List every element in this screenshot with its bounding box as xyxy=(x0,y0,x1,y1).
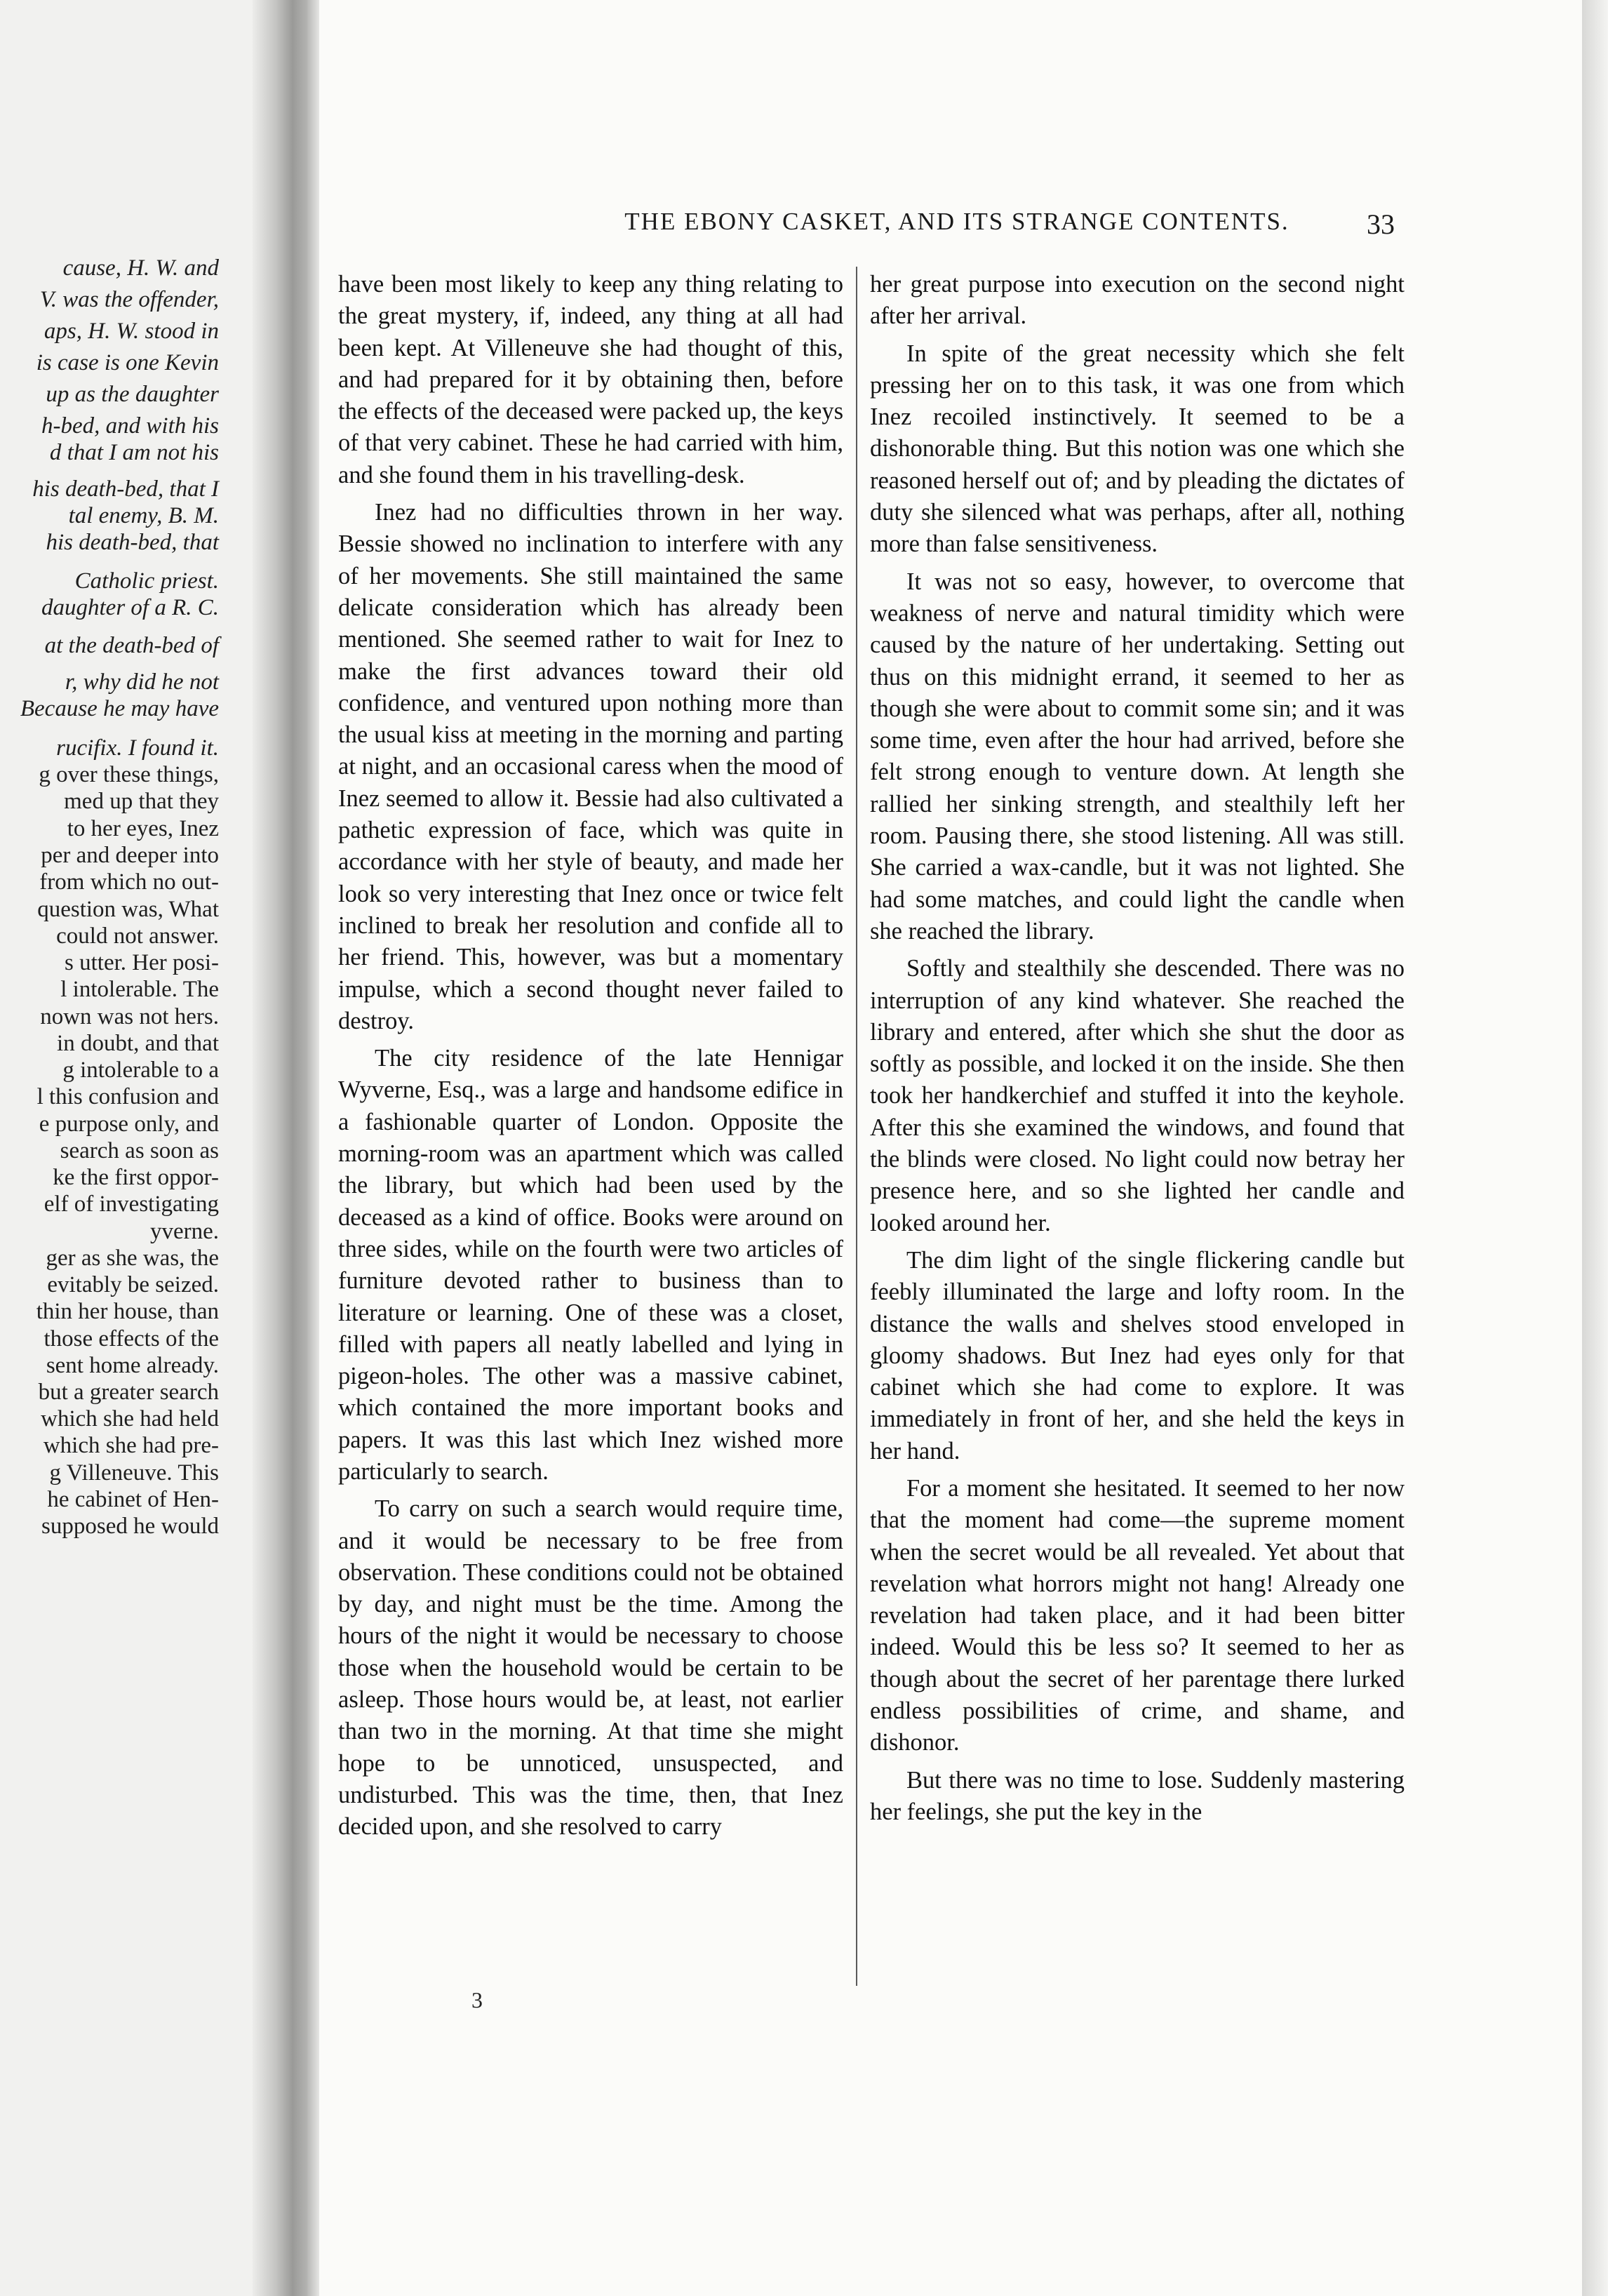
previous-page-line: per and deeper into xyxy=(41,843,219,868)
paragraph: have been most likely to keep any thing relating to the great mystery, if, indeed, any thing at all had been kept. At Villeneuve she had thought of this, and had prepared for it by obtaining then, before the effects of the deceased were packed up, the keys of that very cabinet. These he had carried with him, and she found them in his travelling-desk. xyxy=(338,271,843,488)
previous-page-line: which she had pre- xyxy=(43,1433,219,1458)
previous-page-line: V. was the offender, xyxy=(39,287,219,312)
previous-page-line: he cabinet of Hen- xyxy=(47,1487,219,1512)
paragraph: To carry on such a search would require time, and it would be necessary to be free from observation. These conditions could not be obtained by day, and night must be the time. Among the hours of the night it would be necessary to choose those when the household would be certain to be asleep. Those hours would be, at least, not earlier than two in the morning. At that time she might hope to be unnoticed, unsuspected, and undisturbed. This was the time, then, that Inez decided upon, and she resolved to carry xyxy=(338,1495,843,1841)
previous-page-line: evitably be seized. xyxy=(47,1272,219,1297)
previous-page-line: from which no out- xyxy=(39,869,219,895)
paragraph: In spite of the great necessity which she felt pressing her on to this task, it was one from which Inez recoiled instinctively. It seemed to be a dishonorable thing. But this notion was one which she reasoned herself out of; and by pleading the dictates of duty she silenced what was perhaps, after all, nothing more than false sensitiveness. xyxy=(870,340,1405,558)
previous-page-line: cause, H. W. and xyxy=(62,255,219,281)
previous-page-line: e purpose only, and xyxy=(39,1112,219,1137)
previous-page-line: h-bed, and with his xyxy=(41,413,219,439)
column-divider xyxy=(856,267,857,1986)
previous-page-line: l this confusion and xyxy=(36,1084,219,1109)
previous-page-line: g over these things, xyxy=(39,762,219,787)
paragraph: For a moment she hesitated. It seemed to her now that the moment had come—the supreme moment when the secret would be all revealed. Yet about that revelation what horrors might not hang! Already one revelation had taken place, and it had been bitter indeed. Would this be less so? It seemed to her as though about the secret of her parentage there lurked endless possibilities of crime, and shame, and dishonor. xyxy=(870,1474,1405,1756)
previous-page-line: r, why did he not xyxy=(65,669,219,695)
previous-page-line: nown was not hers. xyxy=(40,1004,219,1029)
page-edge xyxy=(1582,0,1608,2296)
previous-page-line: elf of investigating xyxy=(43,1192,219,1217)
paragraph: Inez had no difficulties thrown in her way. Bessie showed no inclination to interfere with any of her movements. She still maintained the same delicate consideration which has already been mentioned. She seemed rather to wait for Inez to make the first advances toward their old confidence, and ventured upon nothing more than the usual kiss at meeting in the morning and parting at night, and an occasional caress when the mood of Inez seemed to allow it. Bessie had also cultivated a pathetic expression of face, which was quite in accordance with her style of beauty, and made her look so very interesting that Inez once or twice felt inclined to break her resolution and confide all to her friend. This, however, was but a momentary impulse, which a second thought never failed to destroy. xyxy=(338,499,843,1034)
previous-page-line: rucifix. I found it. xyxy=(56,735,219,761)
previous-page-line: could not answer. xyxy=(56,923,219,949)
page-number: 33 xyxy=(1367,208,1395,240)
previous-page-line: d that I am not his xyxy=(49,440,219,465)
previous-page-line: aps, H. W. stood in xyxy=(43,319,219,344)
previous-page-line: at the death-bed of xyxy=(44,633,219,658)
paragraph: Softly and stealthily she descended. There was no interruption of any kind whatever. She reached the library and entered, after which she shut the door as softly as possible, and locked it on the inside. She then took her handkerchief and stuffed it into the keyhole. After this she examined the windows, and found that the blinds were closed. No light could now betray her presence here, and so she lighted her candle and looked around her. xyxy=(870,955,1405,1236)
paragraph: But there was no time to lose. Suddenly mastering her feelings, she put the key in the xyxy=(870,1766,1405,1825)
running-title: THE EBONY CASKET, AND ITS STRANGE CONTENTS. xyxy=(624,208,1289,235)
paragraph: The dim light of the single flickering candle but feebly illuminated the large and lofty room. In the distance the walls and shelves stood enveloped in gloomy shadows. But Inez had eyes only for that cabinet which she had come to explore. It was immediately in front of her, and she held the keys in her hand. xyxy=(870,1246,1405,1464)
previous-page-line: Because he may have xyxy=(20,696,219,721)
paragraph: It was not so easy, however, to overcome that weakness of nerve and natural timidity which were caused by the nature of her undertaking. Setting out thus on this midnight errand, it seemed to her as though she were about to commit some sin; and it was some time, even after the hour had arrived, before she felt strong enough to venture down. At length she rallied her sinking strength, and stealthily left her room. Pausing there, she stood listening. All was still. She carried a wax-candle, but it was not lighted. She had some matches, and could light the candle when she reached the library. xyxy=(870,568,1405,945)
previous-page-line: l intolerable. The xyxy=(60,977,219,1002)
previous-page-line: which she had held xyxy=(41,1406,219,1431)
previous-page-line: ger as she was, the xyxy=(46,1246,219,1271)
previous-page-line: g intolerable to a xyxy=(62,1057,219,1083)
previous-page-line: thin her house, than xyxy=(36,1299,219,1324)
previous-page-line: to her eyes, Inez xyxy=(67,816,219,841)
previous-page-line: his death-bed, that I xyxy=(32,476,219,502)
previous-page-line: those effects of the xyxy=(43,1326,219,1351)
previous-page-line: Catholic priest. xyxy=(74,568,219,594)
previous-page-line: is case is one Kevin xyxy=(36,350,219,375)
previous-page-line: search as soon as xyxy=(60,1138,219,1163)
previous-page-line: daughter of a R. C. xyxy=(41,595,219,620)
previous-page-line: s utter. Her posi- xyxy=(65,950,219,975)
previous-page-line: supposed he would xyxy=(41,1514,219,1539)
left-column xyxy=(338,269,843,1843)
previous-page-line: in doubt, and that xyxy=(57,1031,219,1056)
page-fold xyxy=(307,0,320,2296)
signature-mark: 3 xyxy=(471,1987,483,2013)
right-column xyxy=(870,269,1405,1828)
previous-page-line: but a greater search xyxy=(38,1380,219,1405)
previous-page-line: g Villeneuve. This xyxy=(49,1460,219,1486)
paragraph: her great purpose into execution on the second night after her arrival. xyxy=(870,271,1405,330)
previous-page-line: his death-bed, that xyxy=(46,530,219,555)
previous-page-line: yverne. xyxy=(149,1219,219,1244)
previous-page xyxy=(0,0,277,2296)
previous-page-line: sent home already. xyxy=(46,1353,219,1378)
previous-page-line: question was, What xyxy=(37,897,219,922)
previous-page-line: tal enemy, B. M. xyxy=(68,503,219,528)
previous-page-line: ke the first oppor- xyxy=(53,1165,219,1190)
previous-page-line: up as the daughter xyxy=(46,382,219,407)
previous-page-line: med up that they xyxy=(64,789,219,814)
paragraph: The city residence of the late Hennigar Wyverne, Esq., was a large and handsome edifice in a fashionable quarter of London. Opposite the morning-room was an apartment which was called the library, but which had been used by the deceased as a kind of office. Books were around on three sides, while on the fourth were two articles of furniture devoted rather to business than to literature or learning. One of these was a closet, filled with papers all neatly labelled and lying in pigeon-holes. The other was a massive cabinet, which contained the more important books and papers. It was this last which Inez wished more particularly to search. xyxy=(338,1045,843,1485)
